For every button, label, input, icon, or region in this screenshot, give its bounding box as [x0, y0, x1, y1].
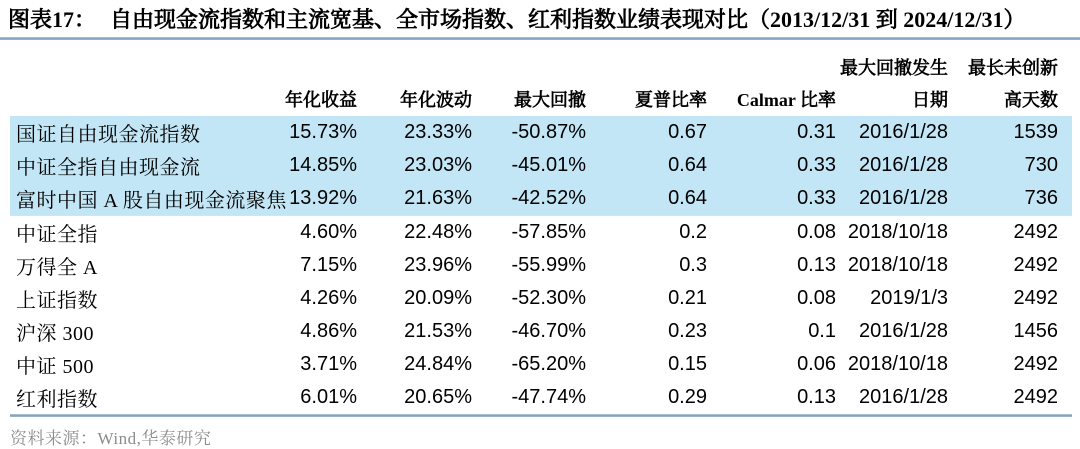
table-row — [10, 149, 1072, 182]
value-cell: 22.48% — [404, 221, 472, 243]
header-spacer — [10, 52, 836, 84]
index-name-cell: 沪深 300 — [16, 323, 94, 345]
value-cell: 2492 — [1013, 287, 1058, 309]
value-cell: 2492 — [1013, 221, 1058, 243]
value-cell: 4.86% — [300, 320, 357, 342]
value-cell: 15.73% — [280, 116, 357, 149]
value-cell: -55.99% — [511, 254, 586, 276]
value-cell: -65.20% — [511, 353, 586, 375]
value-cell: 4.26% — [300, 287, 357, 309]
index-name-cell: 中证全指自由现金流 — [10, 149, 280, 182]
value-cell: 2018/10/18 — [847, 254, 948, 276]
value-cell: 2016/1/28 — [836, 149, 948, 182]
value-cell: 0.3 — [679, 254, 707, 276]
index-name-cell: 万得全 A — [16, 257, 98, 279]
col-header-index-name — [10, 84, 280, 116]
value-cell: 0.31 — [707, 116, 836, 149]
value-cell: 2492 — [1013, 353, 1058, 375]
value-cell: 1456 — [1013, 320, 1058, 342]
value-cell: 20.65% — [404, 386, 472, 408]
bottom-divider — [10, 414, 1072, 417]
col-header-drawdown-date-top: 最大回撤发生 — [840, 58, 948, 78]
value-cell: -57.85% — [511, 221, 586, 243]
table-row — [10, 348, 1072, 381]
value-cell: 23.03% — [357, 149, 472, 182]
value-cell: -50.87% — [472, 116, 586, 149]
header-row-top — [10, 52, 1072, 84]
table-row — [10, 216, 1072, 250]
value-cell: 0.33 — [707, 182, 836, 216]
value-cell: 23.33% — [357, 116, 472, 149]
value-cell: 0.13 — [797, 254, 836, 276]
value-cell: 2016/1/28 — [859, 320, 948, 342]
table-header — [10, 52, 1072, 116]
value-cell: 0.06 — [797, 353, 836, 375]
index-name-cell: 国证自由现金流指数 — [10, 116, 280, 149]
value-cell: -52.30% — [511, 287, 586, 309]
value-cell: 20.09% — [404, 287, 472, 309]
col-header-calmar: Calmar 比率 — [736, 90, 836, 110]
table-row — [10, 282, 1072, 315]
col-header-drawdown-date: 日期 — [912, 90, 948, 110]
value-cell: 736 — [948, 182, 1072, 216]
table-body — [10, 116, 1072, 414]
col-header-max-drawdown: 最大回撤 — [514, 90, 586, 110]
performance-table — [10, 52, 1072, 414]
value-cell: 0.08 — [797, 287, 836, 309]
figure-title — [0, 0, 1080, 33]
value-cell: 2492 — [1013, 254, 1058, 276]
table-row — [10, 249, 1072, 282]
index-name-cell: 上证指数 — [16, 290, 98, 312]
value-cell: 0.1 — [808, 320, 836, 342]
table-row — [10, 116, 1072, 149]
figure-number-label: 图表17： — [8, 7, 97, 32]
index-name-cell: 中证 500 — [16, 356, 94, 378]
value-cell: 0.08 — [797, 221, 836, 243]
value-cell: -42.52% — [472, 182, 586, 216]
index-name-cell: 红利指数 — [16, 389, 98, 411]
value-cell: 0.67 — [586, 116, 707, 149]
col-header-no-new-high-top: 最长未创新 — [968, 58, 1058, 78]
value-cell: 0.23 — [668, 320, 707, 342]
value-cell: 4.60% — [300, 221, 357, 243]
value-cell: -45.01% — [472, 149, 586, 182]
value-cell: 0.21 — [668, 287, 707, 309]
value-cell: 0.2 — [679, 221, 707, 243]
value-cell: 2016/1/28 — [836, 116, 948, 149]
table-row — [10, 381, 1072, 414]
source-note: 资料来源：Wind,华泰研究 — [10, 429, 212, 448]
value-cell: 21.53% — [404, 320, 472, 342]
figure-title-text: 自由现金流指数和主流宽基、全市场指数、红利指数业绩表现对比（2013/12/31 到 2024/12/31） — [110, 7, 1026, 32]
col-header-annual-return: 年化收益 — [285, 90, 357, 110]
table-row — [10, 315, 1072, 348]
value-cell: 2019/1/3 — [870, 287, 948, 309]
value-cell: 3.71% — [300, 353, 357, 375]
value-cell: 13.92% — [280, 182, 357, 216]
value-cell: 2492 — [1013, 386, 1058, 408]
value-cell: -46.70% — [511, 320, 586, 342]
value-cell: 1539 — [948, 116, 1072, 149]
col-header-sharpe: 夏普比率 — [635, 90, 707, 110]
value-cell: 0.33 — [707, 149, 836, 182]
value-cell: 2018/10/18 — [847, 353, 948, 375]
value-cell: -47.74% — [511, 386, 586, 408]
value-cell: 21.63% — [357, 182, 472, 216]
index-name-cell: 富时中国 A 股自由现金流聚焦 — [10, 182, 280, 216]
value-cell: 2016/1/28 — [836, 182, 948, 216]
value-cell: 2018/10/18 — [847, 221, 948, 243]
header-row-bottom — [10, 84, 1072, 116]
value-cell: 0.13 — [797, 386, 836, 408]
value-cell: 14.85% — [280, 149, 357, 182]
title-divider — [0, 37, 1080, 40]
value-cell: 7.15% — [300, 254, 357, 276]
value-cell: 24.84% — [404, 353, 472, 375]
value-cell: 0.29 — [668, 386, 707, 408]
value-cell: 0.15 — [668, 353, 707, 375]
value-cell: 0.64 — [586, 149, 707, 182]
col-header-annual-vol: 年化波动 — [400, 90, 472, 110]
index-name-cell: 中证全指 — [16, 224, 98, 246]
value-cell: 730 — [948, 149, 1072, 182]
value-cell: 6.01% — [300, 386, 357, 408]
value-cell: 0.64 — [586, 182, 707, 216]
value-cell: 2016/1/28 — [859, 386, 948, 408]
col-header-no-new-high: 高天数 — [1004, 90, 1058, 110]
table-row — [10, 182, 1072, 216]
value-cell: 23.96% — [404, 254, 472, 276]
